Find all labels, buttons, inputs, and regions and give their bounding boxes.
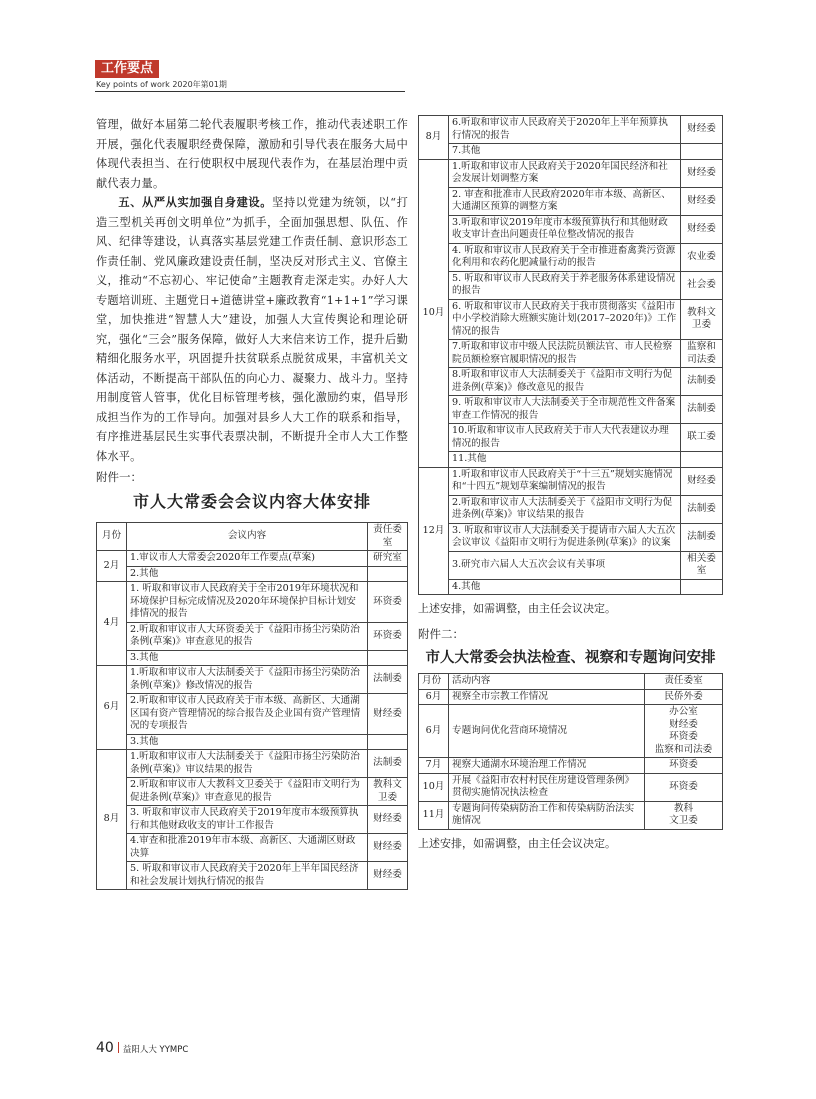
meeting-content: 2.听取和审议市人民政府关于市本级、高新区、大通湖区国有资产管理情况的综合报告及企业国有资产管理情况的专项报告 [127, 694, 368, 735]
meeting-content: 3.听取和审议2019年度市本级预算执行和其他财政收支审计查出问题责任单位整改情况的报告 [449, 215, 681, 243]
meeting-row [97, 551, 408, 567]
paragraph-2 [96, 193, 408, 466]
inspection-committee: 民侨外委 [645, 689, 723, 705]
meeting-month: 8月 [97, 750, 127, 890]
col2-header-committee: 责任委室 [645, 674, 723, 690]
meeting-content: 3. 听取和审议市人大法制委关于提请市六届人大五次会议审议《益阳市文明行为促进条例(草案)》的议案 [449, 523, 681, 551]
meeting-row [419, 144, 723, 160]
meeting-committee [368, 650, 408, 666]
meeting-content: 10.听取和审议市人民政府关于市人大代表建议办理情况的报告 [449, 424, 681, 452]
inspection-month: 6月 [419, 689, 449, 705]
meeting-committee: 法制委 [681, 368, 723, 396]
meeting-content: 1.听取和审议市人大法制委关于《益阳市扬尘污染防治条例(草案)》审议结果的报告 [127, 750, 368, 778]
meeting-content: 3. 听取和审议市人民政府关于2019年度市本级预算执行和其他财政收支的审计工作报告 [127, 806, 368, 834]
inspection-month: 6月 [419, 705, 449, 758]
meeting-content: 1.听取和审议市人民政府关于“十三五”规划实施情况和“十四五”规划草案编制情况的报告 [449, 467, 681, 495]
meeting-row [97, 778, 408, 806]
meeting-content: 3.其他 [127, 650, 368, 666]
inspection-row [419, 801, 723, 829]
meeting-committee: 法制委 [368, 750, 408, 778]
meeting-committee: 农业委 [681, 243, 723, 271]
inspection-month: 10月 [419, 773, 449, 801]
meeting-content: 2.听取和审议市人大法制委关于《益阳市文明行为促进条例(草案)》审议结果的报告 [449, 495, 681, 523]
meeting-content: 2.其他 [127, 566, 368, 582]
inspection-activity: 专题询问优化营商环境情况 [449, 705, 645, 758]
inspection-row [419, 705, 723, 758]
col-header-committee: 责任委室 [368, 523, 408, 551]
meeting-content: 1.听取和审议市人民政府关于2020年国民经济和社会发展计划调整方案 [449, 159, 681, 187]
meeting-row [97, 582, 408, 623]
annex2-title: 市人大常委会执法检查、视察和专题询问安排 [425, 650, 716, 666]
meeting-committee: 法制委 [681, 495, 723, 523]
meeting-month: 8月 [419, 116, 449, 160]
paragraph-2-heading: 五、从严从实加强自身建设。 [118, 195, 273, 209]
meeting-committee: 财经委 [681, 467, 723, 495]
annex1-title: 市人大常委会会议内容大体安排 [132, 492, 371, 511]
meeting-month: 4月 [97, 582, 127, 666]
meeting-committee: 教科文卫委 [368, 778, 408, 806]
meeting-content: 2. 审查和批准市人民政府2020年市本级、高新区、大通湖区预算的调整方案 [449, 187, 681, 215]
inspection-committee: 环资委 [645, 773, 723, 801]
meeting-committee: 监察和司法委 [681, 340, 723, 368]
meeting-row [419, 299, 723, 340]
meeting-row [419, 243, 723, 271]
meeting-committee [681, 579, 723, 595]
meeting-committee: 研究室 [368, 551, 408, 567]
meeting-row [419, 340, 723, 368]
meeting-content: 3.其他 [127, 734, 368, 750]
meeting-month: 10月 [419, 159, 449, 467]
footer-separator [118, 1042, 119, 1053]
meeting-content: 11.其他 [449, 452, 681, 468]
col-header-content: 会议内容 [127, 523, 368, 551]
inspection-committee: 办公室 财经委 环资委 监察和司法委 [645, 705, 723, 758]
meeting-content: 7.其他 [449, 144, 681, 160]
meeting-row [97, 834, 408, 862]
meeting-content: 6.听取和审议市人民政府关于2020年上半年预算执行情况的报告 [449, 116, 681, 144]
meeting-content: 1.审议市人大常委会2020年工作要点(草案) [127, 551, 368, 567]
meeting-committee: 法制委 [368, 666, 408, 694]
meeting-row [97, 666, 408, 694]
meeting-row [419, 495, 723, 523]
section-subtitle: Key points of work 2020年第01期 [96, 80, 227, 89]
paragraph-1: 管理，做好本届第二轮代表履职考核工作，推动代表述职工作开展，强化代表履职经费保障，激励和引导代表在服务大局中体现代表担当、在行使职权中展现代表作为，在基层治理中贡献代表力量。 [96, 118, 408, 190]
inspection-committee: 教科 文卫委 [645, 801, 723, 829]
meeting-month: 12月 [419, 467, 449, 595]
meeting-row [97, 622, 408, 650]
meeting-row [419, 215, 723, 243]
inspection-activity: 视察全市宗教工作情况 [449, 689, 645, 705]
meeting-content: 2.听取和审议市人大教科文卫委关于《益阳市文明行为促进条例(草案)》审查意见的报告 [127, 778, 368, 806]
inspection-row [419, 773, 723, 801]
meeting-content: 9. 听取和审议市人大法制委关于全市规范性文件备案审查工作情况的报告 [449, 396, 681, 424]
meeting-table-part2 [418, 115, 723, 595]
meeting-committee: 社会委 [681, 271, 723, 299]
meeting-committee: 联工委 [681, 424, 723, 452]
inspection-month: 7月 [419, 758, 449, 774]
magazine-name: 益阳人大 YYMPC [122, 1045, 189, 1055]
meeting-content: 5. 听取和审议市人民政府关于2020年上半年国民经济和社会发展计划执行情况的报告 [127, 862, 368, 890]
meeting-row [97, 862, 408, 890]
meeting-content: 4.审查和批准2019年市本级、高新区、大通湖区财政决算 [127, 834, 368, 862]
inspection-row [419, 689, 723, 705]
meeting-committee: 财经委 [681, 215, 723, 243]
meeting-committee: 环资委 [368, 622, 408, 650]
meeting-committee: 财经委 [368, 862, 408, 890]
meeting-month: 2月 [97, 551, 127, 582]
meeting-committee: 财经委 [681, 187, 723, 215]
meeting-content: 1.听取和审议市人大法制委关于《益阳市扬尘污染防治条例(草案)》修改情况的报告 [127, 666, 368, 694]
meeting-committee [681, 452, 723, 468]
col2-header-month: 月份 [419, 674, 449, 690]
meeting-committee: 相关委室 [681, 551, 723, 579]
meeting-committee: 财经委 [368, 834, 408, 862]
meeting-content: 1. 听取和审议市人民政府关于全市2019年环境状况和环境保护目标完成情况及2020年环境保护目标计划安排情况的报告 [127, 582, 368, 623]
meeting-row [97, 650, 408, 666]
meeting-committee [368, 734, 408, 750]
meeting-content: 3.研究市六届人大五次会议有关事项 [449, 551, 681, 579]
meeting-row [97, 750, 408, 778]
meeting-committee [681, 144, 723, 160]
meeting-row [419, 551, 723, 579]
meeting-table-part1 [96, 522, 408, 890]
meeting-content: 5. 听取和审议市人民政府关于养老服务体系建设情况的报告 [449, 271, 681, 299]
meeting-row [419, 116, 723, 144]
meeting-row [419, 579, 723, 595]
meeting-committee: 财经委 [681, 159, 723, 187]
meeting-row [419, 187, 723, 215]
meeting-row [97, 566, 408, 582]
header-rule [95, 91, 405, 92]
meeting-content: 4. 听取和审议市人民政府关于全市推进畜禽粪污资源化利用和农药化肥减量行动的报告 [449, 243, 681, 271]
meeting-row [419, 452, 723, 468]
inspection-activity: 专题询问传染病防治工作和传染病防治法实施情况 [449, 801, 645, 829]
meeting-row [97, 734, 408, 750]
meeting-committee [368, 566, 408, 582]
annex1-label: 附件一： [96, 470, 142, 484]
meeting-row [419, 523, 723, 551]
meeting-month: 6月 [97, 666, 127, 750]
section-tag: 工作要点 [95, 60, 159, 78]
right-column [418, 115, 723, 851]
inspection-month: 11月 [419, 801, 449, 829]
meeting-row [419, 467, 723, 495]
inspection-committee: 环资委 [645, 758, 723, 774]
meeting-row [97, 694, 408, 735]
meeting-content: 8.听取和审议市人大法制委关于《益阳市文明行为促进条例(草案)》修改意见的报告 [449, 368, 681, 396]
meeting-committee: 教科文卫委 [681, 299, 723, 340]
meeting-committee: 法制委 [681, 523, 723, 551]
meeting-content: 7.听取和审议市中级人民法院员额法官、市人民检察院员额检察官履职情况的报告 [449, 340, 681, 368]
meeting-committee: 法制委 [681, 396, 723, 424]
meeting-committee: 财经委 [368, 694, 408, 735]
meeting-content: 6. 听取和审议市人民政府关于我市贯彻落实《益阳市中小学校消除大班额实施计划(2017–2020年)》工作情况的报告 [449, 299, 681, 340]
meeting-row [419, 396, 723, 424]
arrangement-note-2: 上述安排，如需调整，由主任会议决定。 [418, 836, 616, 850]
inspection-row [419, 758, 723, 774]
meeting-committee: 环资委 [368, 582, 408, 623]
annex2-label: 附件二： [418, 627, 464, 641]
page-number: 40 [96, 1040, 114, 1056]
left-column [96, 115, 408, 890]
inspection-table [418, 673, 723, 830]
meeting-committee: 财经委 [368, 806, 408, 834]
paragraph-2-text: 坚持以党建为统领，以“打造三型机关再创文明单位”为抓手，全面加强思想、队伍、作风、纪律等建设，认真落实基层党建工作责任制、意识形态工作责任制、党风廉政建设责任制，坚决反对形式主义、官僚主义，推动“不忘初心、牢记使命”主题教育走深走实。办好人大专题培训班、主题党日+道德讲堂+廉政教育“1+1+1”学习课堂，加快推进“智慧人大”建设，加强人大宣传舆论和理论研究，强化“三会”服务保障，做好人大来信来访工作，提升后勤精细化服务水平，巩固提升扶贫联系点脱贫成果，丰富机关文体活动，不断提高干部队伍的向心力、凝聚力、战斗力。坚持用制度管人管事，优化目标管理考核，强化激励约束，倡导形成担当作为的工作导向。加强对县乡人大工作的联系和指导，有序推进基层民生实事代表票决制，不断提升全市人大工作整体水平。 [96, 196, 409, 463]
inspection-activity: 视察大通湖水环境治理工作情况 [449, 758, 645, 774]
col-header-month: 月份 [97, 523, 127, 551]
arrangement-note-1: 上述安排，如需调整，由主任会议决定。 [418, 602, 616, 615]
meeting-content: 2.听取和审议市人大环资委关于《益阳市扬尘污染防治条例(草案)》审查意见的报告 [127, 622, 368, 650]
meeting-row [97, 806, 408, 834]
col2-header-activity: 活动内容 [449, 674, 645, 690]
meeting-row [419, 271, 723, 299]
meeting-row [419, 368, 723, 396]
page-footer [96, 1037, 188, 1056]
meeting-committee: 财经委 [681, 116, 723, 144]
meeting-content: 4.其他 [449, 579, 681, 595]
meeting-row [419, 424, 723, 452]
meeting-row [419, 159, 723, 187]
inspection-activity: 开展《益阳市农村村民住房建设管理条例》贯彻实施情况执法检查 [449, 773, 645, 801]
